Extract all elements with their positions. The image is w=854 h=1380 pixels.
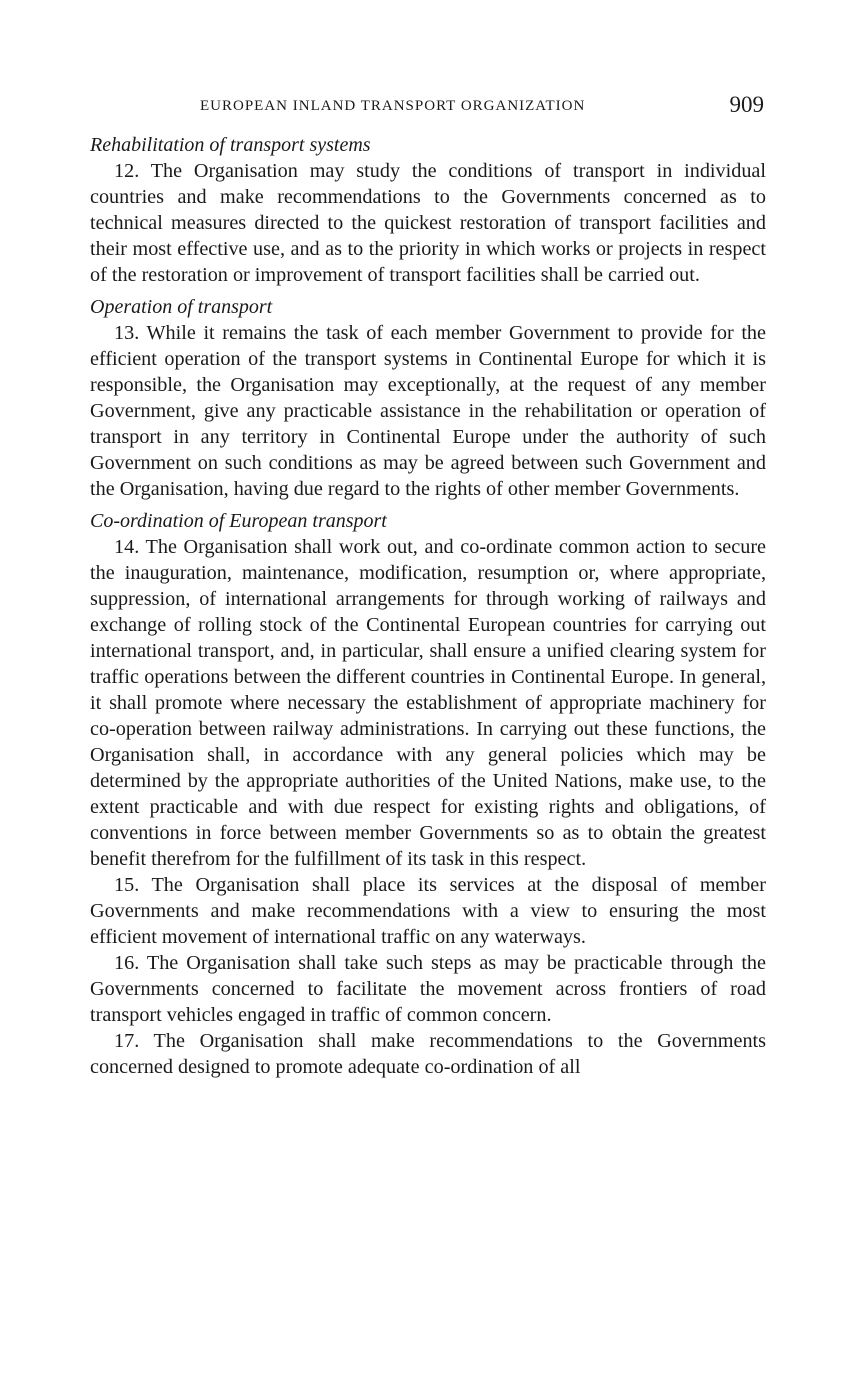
paragraph-12: 12. The Organisation may study the conditions of transport in individual countries and make recommendations to the Governments concerned as to technical measures directed to the quickest restoration of transport facilities and their most effective use, and as to the priority in which works or projects in respect of the restoration or improvement of transport facilities shall be carried out. — [90, 160, 766, 286]
paragraph-16: 16. The Organisation shall take such steps as may be practicable through the Governments concerned to facilitate the movement across frontiers of road transport vehicles engaged in traffic of common concern. — [90, 952, 766, 1026]
page-number: 909 — [729, 92, 764, 117]
paragraph-15: 15. The Organisation shall place its services at the disposal of member Governments and make recommendations with a view to ensuring the most efficient movement of international traffic on any waterways. — [90, 874, 766, 948]
paragraph-14: 14. The Organisation shall work out, and co-ordinate common action to secure the inauguration, maintenance, modification, resumption or, where appropriate, suppression, of international arrangements for through working of railways and exchange of rolling stock of the Continental European countries for carrying out international transport, and, in particular, shall ensure a unified clearing system for traffic operations between the different countries in Continental Europe. In general, it shall promote where necessary the establishment of appropriate machinery for co-operation between railway administrations. In carrying out these functions, the Organisation shall, in accordance with any general policies which may be determined by the appropriate authorities of the United Nations, make use, to the extent practicable and with due respect for existing rights and obligations, of conventions in force between member Governments so as to obtain the greatest benefit therefrom for the fulfillment of its task in this respect. — [90, 536, 766, 870]
running-title: EUROPEAN INLAND TRANSPORT ORGANIZATION — [200, 98, 586, 114]
paragraph-13: 13. While it remains the task of each member Government to provide for the efficient operation of the transport systems in Continental Europe for which it is responsible, the Organisation may exceptionally, at the request of any member Government, give any practicable assistance in the rehabilitation or operation of transport in any territory in Continental Europe under the authority of such Government on such conditions as may be agreed between such Government and the Organisation, having due regard to the rights of other member Governments. — [90, 322, 766, 500]
section-heading-operation: Operation of transport — [90, 296, 273, 318]
section-heading-rehabilitation: Rehabilitation of transport systems — [90, 134, 371, 156]
section-heading-coordination: Co-ordination of European transport — [90, 510, 387, 532]
running-head — [90, 90, 766, 126]
document-page — [90, 90, 766, 1080]
paragraph-17: 17. The Organisation shall make recommendations to the Governments concerned designed to promote adequate co-ordination of all — [90, 1030, 766, 1078]
